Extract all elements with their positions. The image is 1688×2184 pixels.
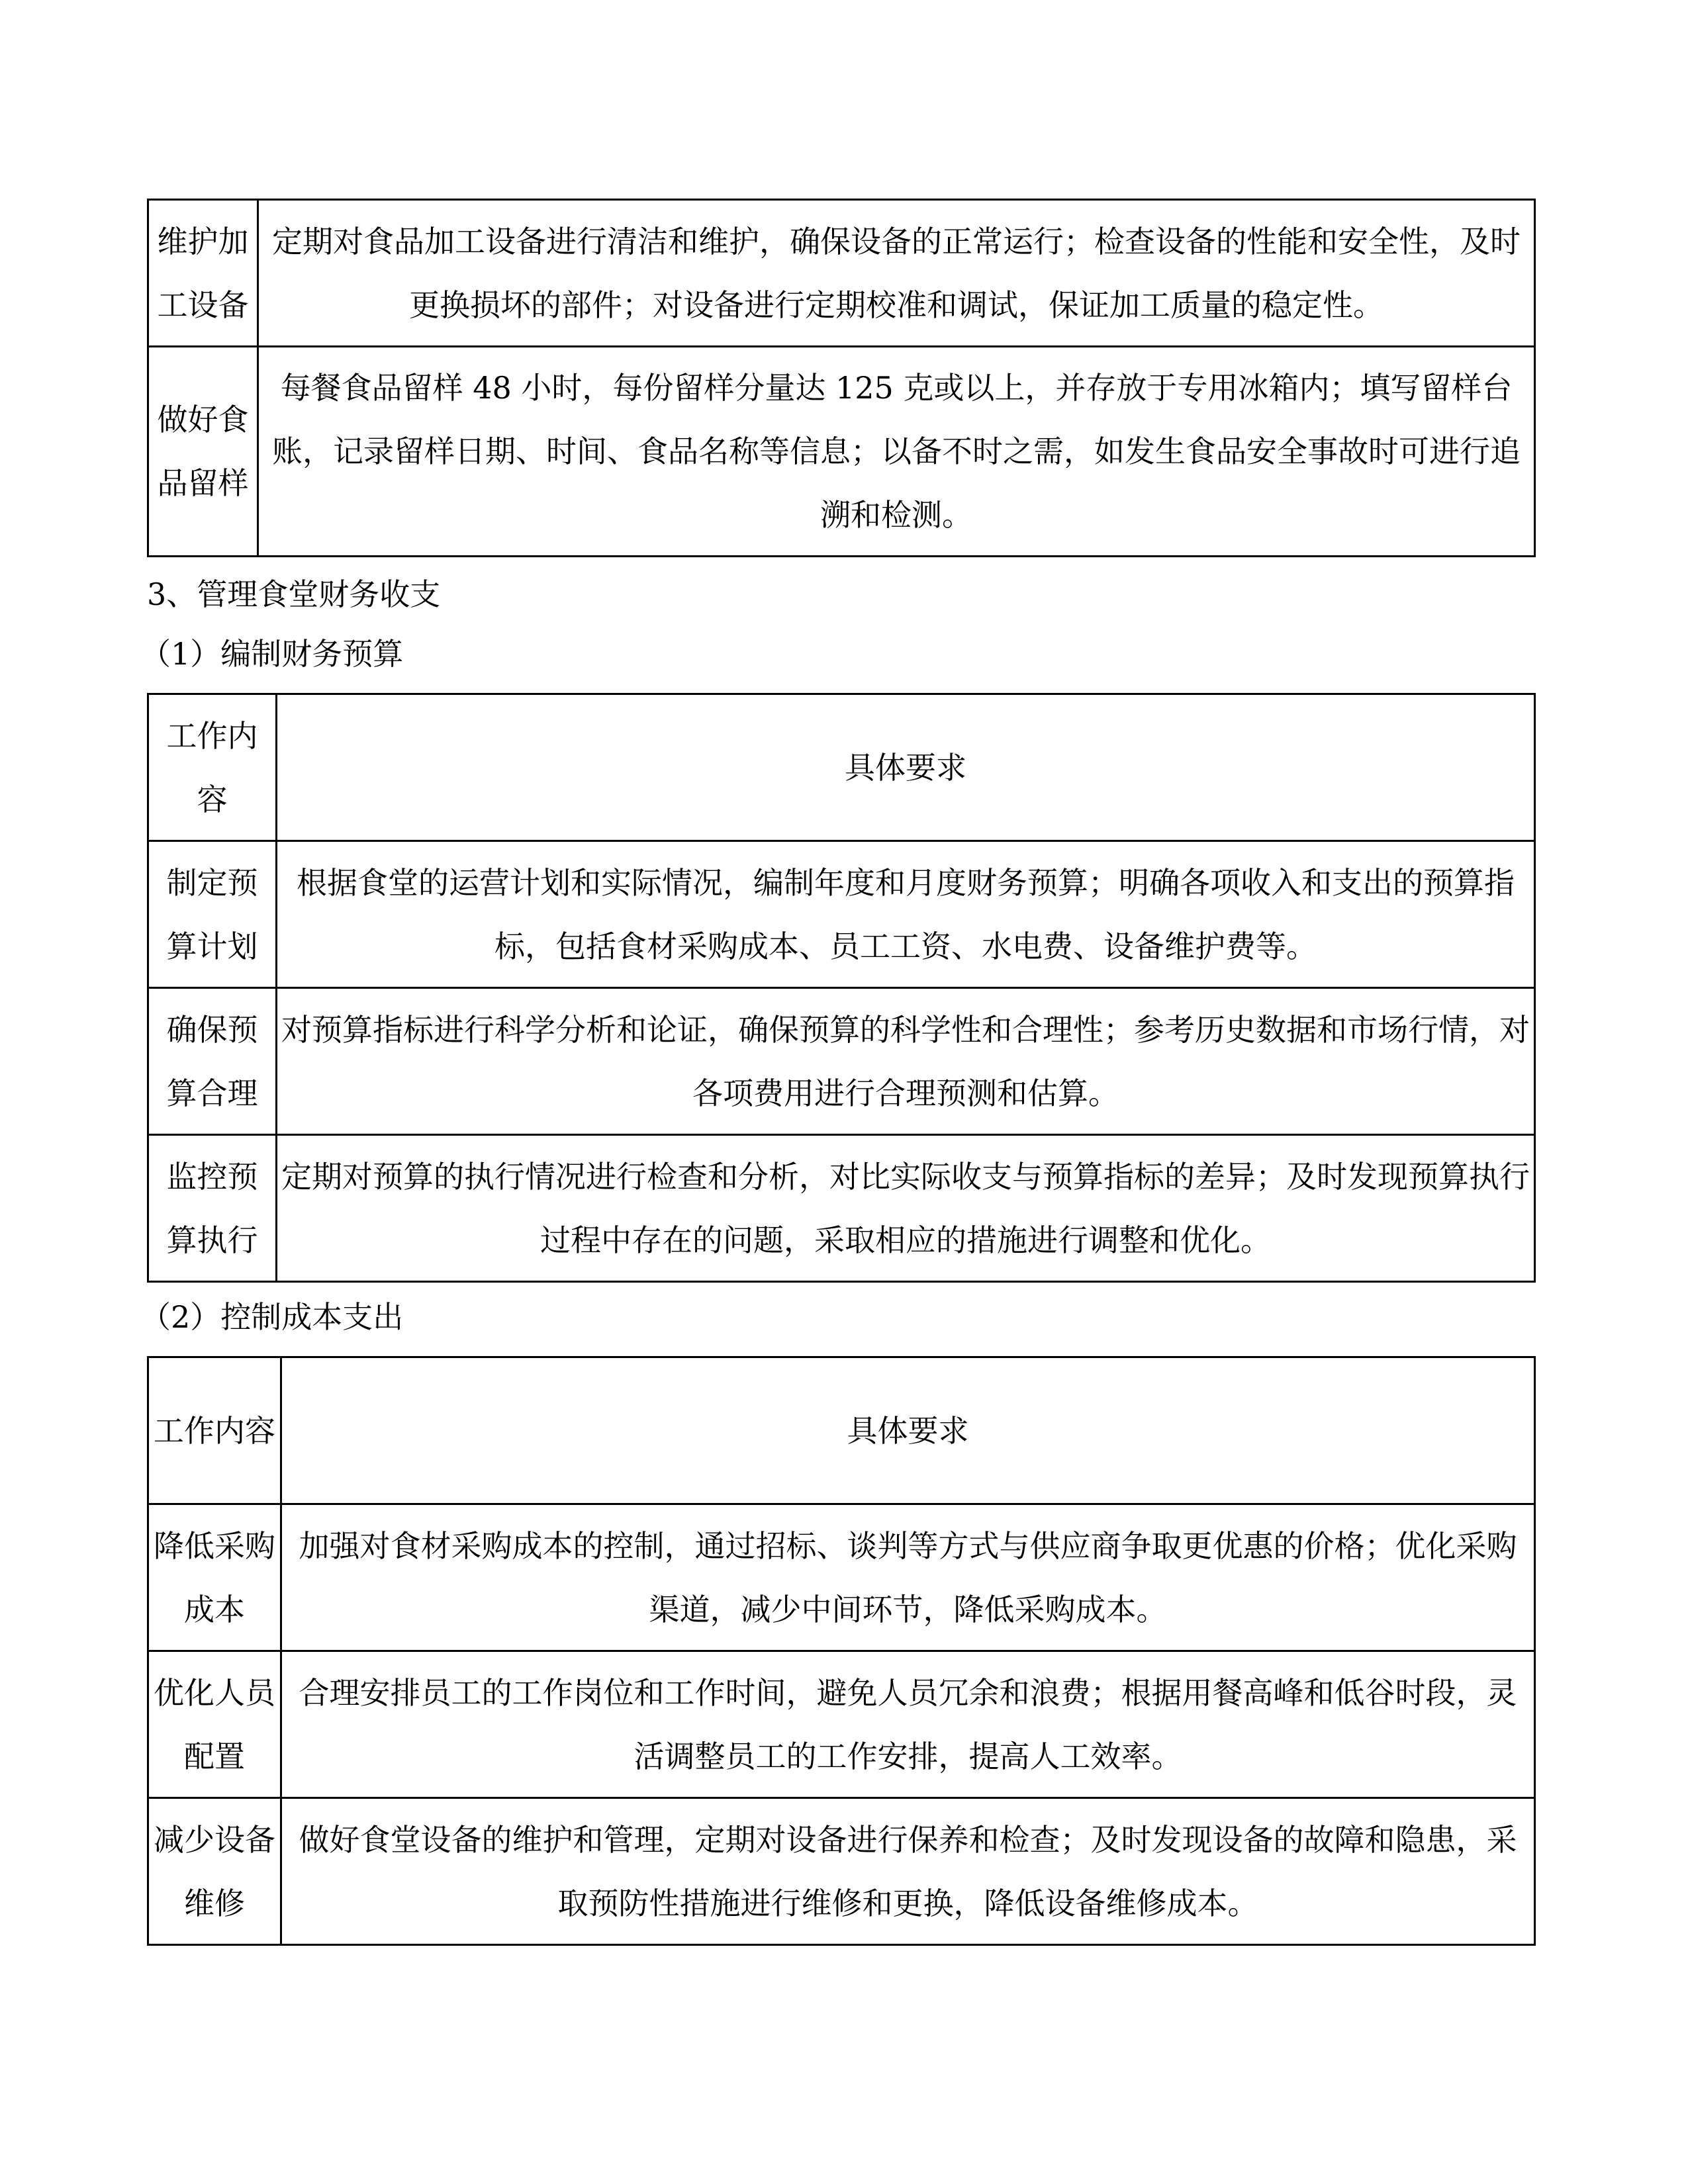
requirement: 合理安排员工的工作岗位和工作时间，避免人员冗余和浪费；根据用餐高峰和低谷时段，灵活调整员工的工作安排，提高人工效率。 xyxy=(281,1651,1535,1798)
table-row xyxy=(148,1504,1535,1651)
table-row xyxy=(148,988,1535,1135)
table-row xyxy=(148,1135,1535,1282)
requirement: 定期对食品加工设备进行清洁和维护，确保设备的正常运行；检查设备的性能和安全性，及时更换损坏的部件；对设备进行定期校准和调试，保证加工质量的稳定性。 xyxy=(258,200,1535,347)
work-item: 维护加工设备 xyxy=(148,200,258,347)
requirement: 做好食堂设备的维护和管理，定期对设备进行保养和检查；及时发现设备的故障和隐患，采取预防性措施进行维修和更换，降低设备维修成本。 xyxy=(281,1798,1535,1945)
table-row xyxy=(148,347,1535,557)
requirement: 对预算指标进行科学分析和论证，确保预算的科学性和合理性；参考历史数据和市场行情，对各项费用进行合理预测和估算。 xyxy=(277,988,1535,1135)
header-work-content: 工作内容 xyxy=(148,1357,281,1504)
table-header-row xyxy=(148,1357,1535,1504)
subsection-heading-cost: （2）控制成本支出 xyxy=(140,1299,404,1335)
work-item: 减少设备维修 xyxy=(148,1798,281,1945)
header-requirements: 具体要求 xyxy=(281,1357,1535,1504)
requirement: 根据食堂的运营计划和实际情况，编制年度和月度财务预算；明确各项收入和支出的预算指标，包括食材采购成本、员工工资、水电费、设备维护费等。 xyxy=(277,841,1535,988)
cost-table xyxy=(147,1356,1536,1946)
header-work-content: 工作内容 xyxy=(148,694,277,841)
work-item: 确保预算合理 xyxy=(148,988,277,1135)
header-requirements: 具体要求 xyxy=(277,694,1535,841)
requirement: 定期对预算的执行情况进行检查和分析，对比实际收支与预算指标的差异；及时发现预算执行过程中存在的问题，采取相应的措施进行调整和优化。 xyxy=(277,1135,1535,1282)
subsection-heading-budget: （1）编制财务预算 xyxy=(140,636,404,672)
requirement: 每餐食品留样 48 小时，每份留样分量达 125 克或以上，并存放于专用冰箱内；填写留样台账，记录留样日期、时间、食品名称等信息；以备不时之需，如发生食品安全事故时可进行追溯和检测。 xyxy=(258,347,1535,557)
requirement: 加强对食材采购成本的控制，通过招标、谈判等方式与供应商争取更优惠的价格；优化采购渠道，减少中间环节，降低采购成本。 xyxy=(281,1504,1535,1651)
section-heading: 3、管理食堂财务收支 xyxy=(147,576,441,612)
work-item: 优化人员配置 xyxy=(148,1651,281,1798)
table-header-row xyxy=(148,694,1535,841)
work-item: 做好食品留样 xyxy=(148,347,258,557)
work-item: 制定预算计划 xyxy=(148,841,277,988)
table-row xyxy=(148,841,1535,988)
table-row xyxy=(148,200,1535,347)
table-row xyxy=(148,1798,1535,1945)
table-row xyxy=(148,1651,1535,1798)
equipment-table xyxy=(147,199,1536,557)
work-item: 降低采购成本 xyxy=(148,1504,281,1651)
budget-table xyxy=(147,693,1536,1283)
work-item: 监控预算执行 xyxy=(148,1135,277,1282)
